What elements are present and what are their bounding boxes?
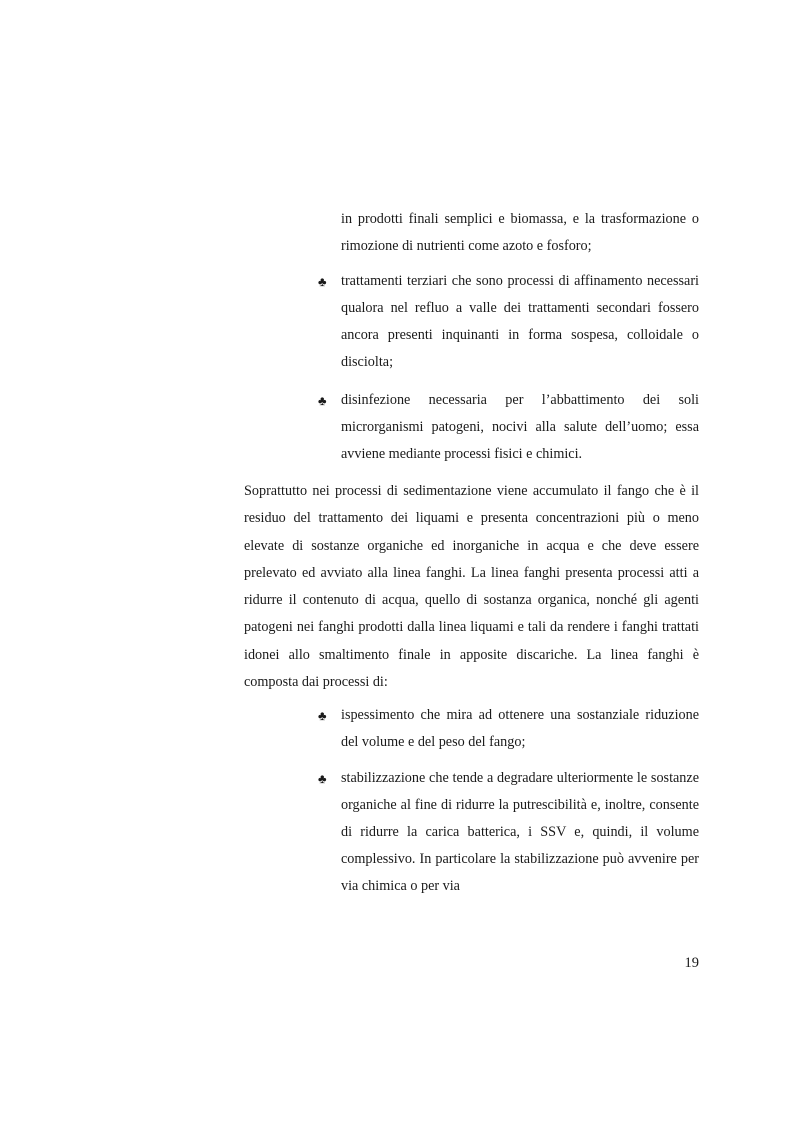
page-number: 19 <box>684 955 699 971</box>
continuation-text: in prodotti finali semplici e biomassa, e la trasformazione o rimozione di nutrienti come azoto e fosforo; <box>341 211 699 254</box>
list-item-text: trattamenti terziari che sono processi di affinamento necessari qualora nel refluo a valle dei trattamenti secondari fossero ancora presenti inquinanti in forma sospesa, colloidale o disciolta; <box>341 273 699 370</box>
club-bullet-icon: ♣ <box>318 393 327 408</box>
club-bullet-icon: ♣ <box>318 771 327 786</box>
list-item-text: disinfezione necessaria per l’abbattimento dei soli microrganismi patogeni, nocivi alla salute dell’uomo; essa avviene mediante processi fisici e chimici. <box>341 392 699 462</box>
list-item-text: stabilizzazione che tende a degradare ulteriormente le sostanze organiche al fine di ridurre la putrescibilità e, inoltre, consente di ridurre la carica batterica, i SSV e, quindi, il volume complessivo. In particolare la stabilizzazione può avvenire per via chimica o per via <box>341 770 699 894</box>
list-item-text: ispessimento che mira ad ottenere una sostanziale riduzione del volume e del peso del fango; <box>341 707 699 750</box>
club-bullet-icon: ♣ <box>318 708 327 723</box>
body-paragraph: Soprattutto nei processi di sedimentazione viene accumulato il fango che è il residuo del trattamento dei liquami e presenta concentrazioni più o meno elevate di sostanze organiche ed inorganiche in acqua e che deve essere prelevato ed avviato alla linea fanghi. La linea fanghi presenta processi atti a ridurre il contenuto di acqua, quello di sostanza organica, nonché gli agenti patogeni nei fanghi prodotti dalla linea liquami e tali da rendere i fanghi trattati idonei allo smaltimento finale in apposite discariche. La linea fanghi è composta dai processi di: <box>244 483 699 691</box>
club-bullet-icon: ♣ <box>318 274 327 289</box>
